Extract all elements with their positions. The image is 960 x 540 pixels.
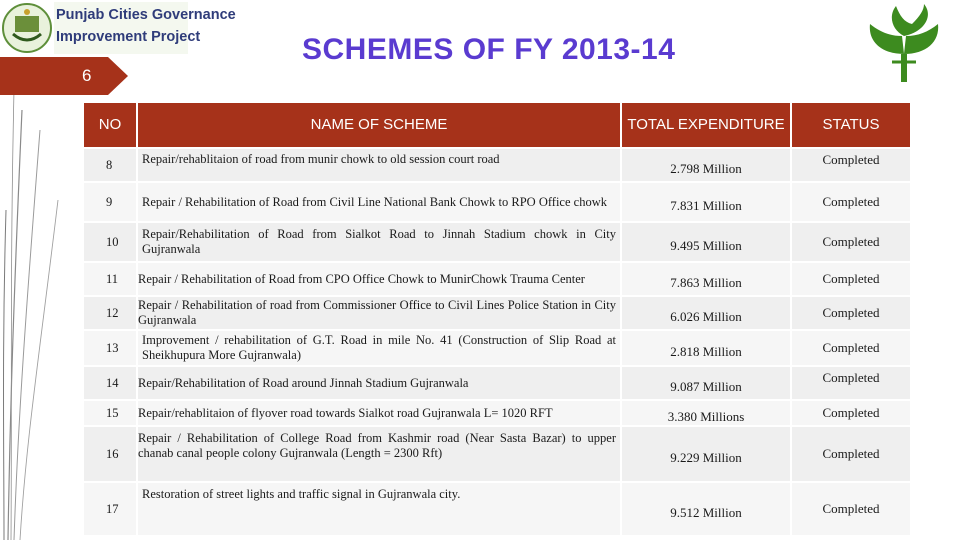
cell-expenditure: 2.798 Million — [621, 148, 791, 182]
cell-expenditure: 9.087 Million — [621, 366, 791, 400]
cell-expenditure: 2.818 Million — [621, 330, 791, 366]
cell-name: Repair/Rehabilitation of Road around Jinnah Stadium Gujranwala — [137, 366, 621, 400]
logo-line-2: Improvement Project — [56, 29, 201, 45]
cell-expenditure: 9.229 Million — [621, 426, 791, 482]
header-expenditure: TOTAL EXPENDITURE — [621, 102, 791, 148]
cell-name: Repair / Rehabilitation of Road from CPO Office Chowk to MunirChowk Trauma Center — [137, 262, 621, 296]
cell-status: Completed — [791, 330, 911, 366]
cell-name: Repair/rehablitaion of flyover road towards Sialkot road Gujranwala L= 1020 RFT — [137, 400, 621, 426]
table-row — [83, 262, 911, 296]
grass-decoration — [0, 90, 70, 540]
cell-status: Completed — [791, 148, 911, 182]
header-name: NAME OF SCHEME — [137, 102, 621, 148]
project-logo — [0, 0, 236, 56]
cell-expenditure: 7.831 Million — [621, 182, 791, 222]
table-row — [83, 400, 911, 426]
cell-status: Completed — [791, 222, 911, 262]
cell-no: 9 — [83, 182, 137, 222]
table-row — [83, 296, 911, 330]
table-row — [83, 330, 911, 366]
cell-expenditure: 3.380 Millions — [621, 400, 791, 426]
table-row — [83, 482, 911, 536]
header-no: NO — [83, 102, 137, 148]
cell-no: 12 — [83, 296, 137, 330]
cell-name: Repair / Rehabilitation of College Road from Kashmir road (Near Sasta Bazar) to upper chanab canal people colony Gujranwala (Length = 2300 Rft) — [137, 426, 621, 482]
slide-title: SCHEMES OF FY 2013-14 — [302, 33, 676, 66]
table-row — [83, 222, 911, 262]
cell-expenditure: 9.495 Million — [621, 222, 791, 262]
cell-no: 16 — [83, 426, 137, 482]
cell-status: Completed — [791, 400, 911, 426]
cell-status: Completed — [791, 262, 911, 296]
slide-number-tab — [0, 57, 128, 95]
table-header-row — [83, 102, 911, 148]
cell-expenditure: 6.026 Million — [621, 296, 791, 330]
schemes-table — [82, 101, 912, 537]
leaf-emblem-icon — [862, 2, 946, 86]
logo-line-1: Punjab Cities Governance — [56, 7, 236, 23]
cell-status: Completed — [791, 366, 911, 400]
cell-name: Repair / Rehabilitation of road from Commissioner Office to Civil Lines Police Station in City Gujranwala — [137, 296, 621, 330]
cell-status: Completed — [791, 482, 911, 536]
table-row — [83, 148, 911, 182]
cell-status: Completed — [791, 182, 911, 222]
table-row — [83, 366, 911, 400]
slide-number: 6 — [82, 66, 92, 85]
cell-no: 17 — [83, 482, 137, 536]
cell-expenditure: 9.512 Million — [621, 482, 791, 536]
cell-name: Improvement / rehabilitation of G.T. Road in mile No. 41 (Construction of Slip Road at Sheikhupura More Gujranwala) — [137, 330, 621, 366]
city-emblem-icon — [0, 0, 54, 56]
table-row — [83, 182, 911, 222]
cell-no: 13 — [83, 330, 137, 366]
cell-name: Restoration of street lights and traffic signal in Gujranwala city. — [137, 482, 621, 536]
cell-name: Repair/rehablitaion of road from munir chowk to old session court road — [137, 148, 621, 182]
cell-status: Completed — [791, 296, 911, 330]
cell-no: 15 — [83, 400, 137, 426]
cell-no: 8 — [83, 148, 137, 182]
header-status: STATUS — [791, 102, 911, 148]
table-row — [83, 426, 911, 482]
cell-no: 14 — [83, 366, 137, 400]
cell-no: 10 — [83, 222, 137, 262]
cell-name: Repair/Rehabilitation of Road from Sialkot Road to Jinnah Stadium chowk in City Gujranwala — [137, 222, 621, 262]
cell-no: 11 — [83, 262, 137, 296]
cell-name: Repair / Rehabilitation of Road from Civil Line National Bank Chowk to RPO Office chowk — [137, 182, 621, 222]
cell-status: Completed — [791, 426, 911, 482]
cell-expenditure: 7.863 Million — [621, 262, 791, 296]
